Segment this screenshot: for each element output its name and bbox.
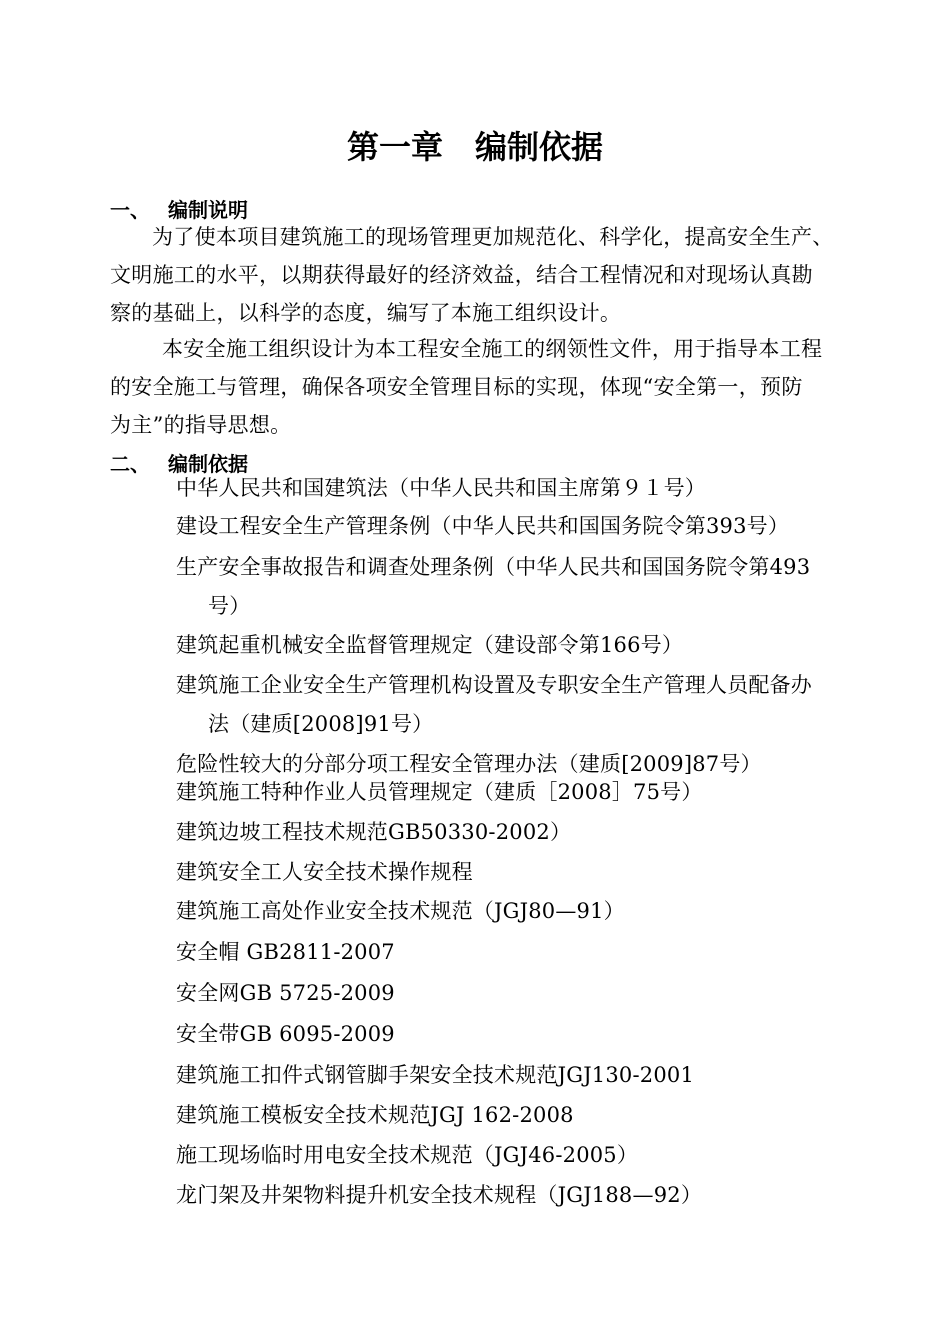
reference-item: 建设工程安全生产管理条例（中华人民共和国国务院令第393号） — [176, 514, 790, 538]
paragraph-line: 为了使本项目建筑施工的现场管理更加规范化、科学化，提高安全生产、 — [152, 225, 834, 249]
reference-item-text: 生产安全事故报告和调查处理条例（中华人民共和国国务院令第493 — [176, 555, 811, 579]
reference-item: 安全网GB 5725-2009 — [176, 981, 395, 1005]
reference-item — [176, 552, 810, 621]
section-title: 编制说明 — [168, 198, 248, 222]
paragraph-purpose — [110, 330, 885, 444]
reference-item: 中华人民共和国建筑法（中华人民共和国主席第９１号） — [176, 476, 706, 500]
reference-item: 建筑施工扣件式钢管脚手架安全技术规范JGJ130-2001 — [176, 1063, 695, 1087]
reference-item: 危险性较大的分部分项工程安全管理办法（建质[2009]87号） — [176, 752, 762, 776]
paragraph-line: 文明施工的水平，以期获得最好的经济效益，结合工程情况和对现场认真勘 — [110, 263, 813, 287]
reference-item: 建筑安全工人安全技术操作规程 — [176, 860, 473, 884]
reference-item-continuation: 法（建质[2008]91号） — [208, 712, 434, 736]
reference-item: 龙门架及井架物料提升机安全技术规程（JGJ188—92） — [176, 1183, 703, 1207]
reference-item: 建筑边坡工程技术规范GB50330-2002） — [176, 820, 572, 844]
paragraph-line: 的安全施工与管理，确保各项安全管理目标的实现，体现“安全第一，预防 — [110, 375, 803, 399]
paragraph-line: 本安全施工组织设计为本工程安全施工的纲领性文件，用于指导本工程 — [162, 337, 823, 361]
paragraph-line: 察的基础上，以科学的态度，编写了本施工组织设计。 — [110, 301, 622, 325]
section-title: 编制依据 — [168, 452, 248, 476]
reference-item: 安全帽 GB2811-2007 — [176, 940, 395, 964]
section-number: 一、 — [110, 198, 150, 222]
reference-item-text: 建筑施工企业安全生产管理机构设置及专职安全生产管理人员配备办 — [176, 673, 812, 697]
reference-item: 建筑施工模板安全技术规范JGJ 162-2008 — [176, 1103, 574, 1127]
paragraph-intro — [110, 218, 885, 332]
reference-item: 建筑施工特种作业人员管理规定（建质［2008］75号） — [176, 780, 703, 804]
reference-item: 安全带GB 6095-2009 — [176, 1022, 395, 1046]
chapter-title: 第一章 编制依据 — [346, 128, 603, 166]
reference-item: 建筑施工高处作业安全技术规范（JGJ80—91） — [176, 899, 625, 923]
reference-item: 建筑起重机械安全监督管理规定（建设部令第166号） — [176, 633, 684, 657]
reference-item-continuation: 号） — [208, 594, 251, 618]
reference-item: 施工现场临时用电安全技术规范（JGJ46-2005） — [176, 1143, 639, 1167]
section-number: 二、 — [110, 452, 150, 476]
reference-item — [176, 670, 812, 739]
paragraph-line: 为主”的指导思想。 — [110, 413, 292, 437]
